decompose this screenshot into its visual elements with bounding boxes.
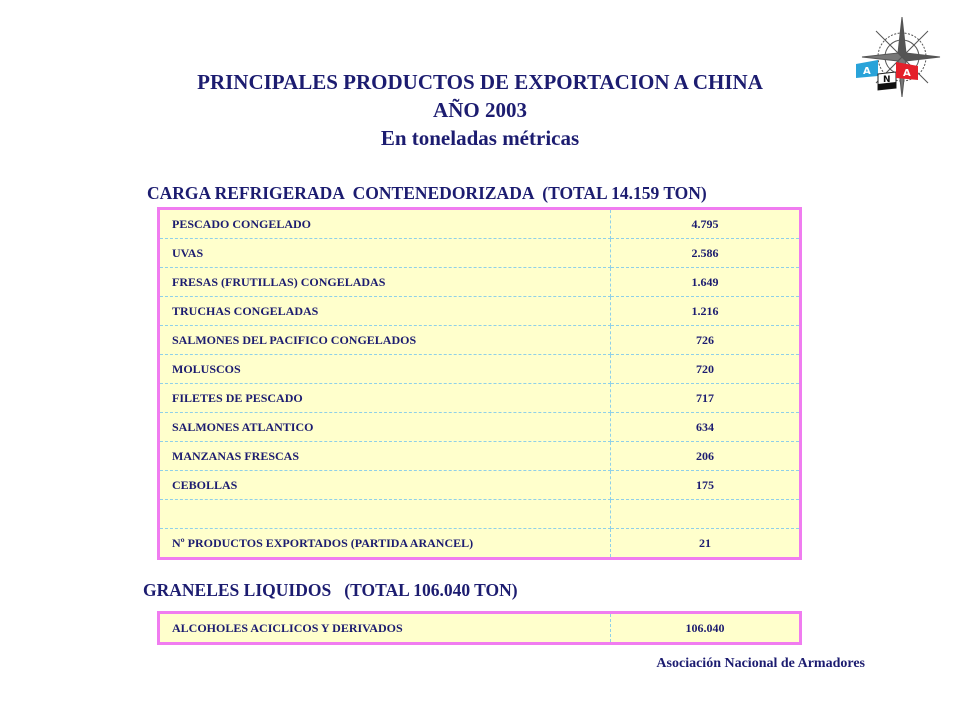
tonnage-cell: 175 [611, 471, 801, 500]
page-subtitle-unit: En toneladas métricas [380, 126, 580, 150]
product-cell: MANZANAS FRESCAS [159, 442, 611, 471]
tonnage-cell: 1.216 [611, 297, 801, 326]
table-row [159, 355, 801, 384]
tonnage-cell [611, 500, 801, 529]
product-cell: TRUCHAS CONGELADAS [159, 297, 611, 326]
logo-letter-a1: A [863, 66, 871, 77]
page-subtitle-year: AÑO 2003 [433, 98, 527, 122]
ana-logo [852, 12, 942, 102]
section-heading-liquid-bulk: GRANELES LIQUIDOS (TOTAL 106.040 TON) [143, 580, 518, 600]
compass-rose-icon [862, 17, 940, 97]
table-row [159, 297, 801, 326]
tonnage-cell: 634 [611, 413, 801, 442]
product-cell: ALCOHOLES ACICLICOS Y DERIVADOS [159, 613, 611, 644]
tonnage-cell: 21 [611, 529, 801, 559]
tonnage-cell: 4.795 [611, 209, 801, 239]
table-row [159, 209, 801, 239]
product-cell: CEBOLLAS [159, 471, 611, 500]
flag-n-center [878, 72, 896, 90]
table-row [159, 529, 801, 559]
table-row [159, 384, 801, 413]
flag-a-right [896, 62, 918, 80]
table-row [159, 326, 801, 355]
table-row [159, 613, 801, 644]
table-row [159, 500, 801, 529]
logo-letter-n: N [883, 75, 891, 85]
tonnage-cell: 106.040 [611, 613, 801, 644]
table-row [159, 471, 801, 500]
tonnage-cell: 2.586 [611, 239, 801, 268]
product-cell: MOLUSCOS [159, 355, 611, 384]
product-cell [159, 500, 611, 529]
refrigerated-cargo-table [157, 207, 802, 560]
tonnage-cell: 726 [611, 326, 801, 355]
table-row [159, 268, 801, 297]
product-cell: FILETES DE PESCADO [159, 384, 611, 413]
table-row [159, 442, 801, 471]
liquid-bulk-table [157, 611, 802, 645]
product-cell: UVAS [159, 239, 611, 268]
tonnage-cell: 1.649 [611, 268, 801, 297]
tonnage-cell: 720 [611, 355, 801, 384]
table-row [159, 239, 801, 268]
tonnage-cell: 717 [611, 384, 801, 413]
product-cell: FRESAS (FRUTILLAS) CONGELADAS [159, 268, 611, 297]
product-cell: SALMONES DEL PACIFICO CONGELADOS [159, 326, 611, 355]
section-heading-refrigerated: CARGA REFRIGERADA CONTENEDORIZADA (TOTAL 14.159 TON) [147, 183, 707, 203]
product-cell: PESCADO CONGELADO [159, 209, 611, 239]
footer-organization: Asociación Nacional de Armadores [656, 656, 865, 671]
tonnage-cell: 206 [611, 442, 801, 471]
flag-a-left [856, 60, 878, 78]
product-cell: SALMONES ATLANTICO [159, 413, 611, 442]
logo-letter-a2: A [903, 68, 911, 79]
table-row [159, 413, 801, 442]
page-title: PRINCIPALES PRODUCTOS DE EXPORTACION A CHINA [197, 70, 763, 94]
product-cell: Nº PRODUCTOS EXPORTADOS (PARTIDA ARANCEL) [159, 529, 611, 559]
